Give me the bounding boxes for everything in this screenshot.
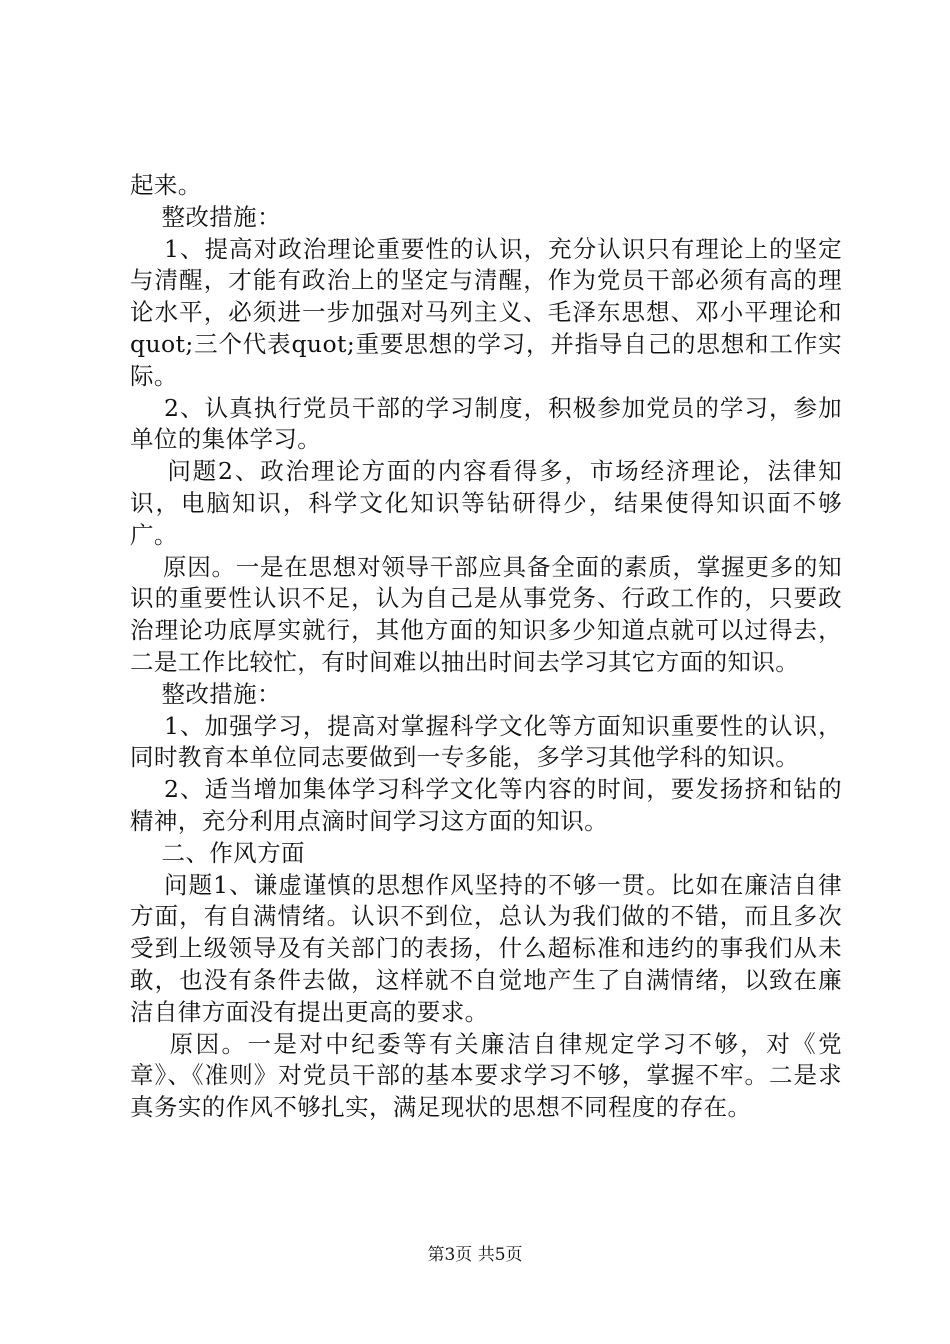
- page-footer: 第3页 共5页: [427, 1245, 523, 1265]
- paragraph-continuation: 起来。: [130, 171, 202, 199]
- paragraph-cause-2: 原因。一是在思想对领导干部应具备全面的素质，掌握更多的知识的重要性认识不足，认为自己是从事党务、行政工作的，只要政治理论功底厚实就行，其他方面的知识多少知道点就可以过得去，二是工作比较忙，有时间难以抽出时间去学习其它方面的知识。: [130, 552, 843, 676]
- paragraph-measure-2-2: 2、适当增加集体学习科学文化等内容的时间，要发扬挤和钻的精神，充分利用点滴时间学习这方面的知识。: [130, 775, 842, 835]
- document-body: [130, 170, 842, 1124]
- paragraph-work-style-cause: 原因。一是对中纪委等有关廉洁自律规定学习不够，对《党章》、《准则》对党员干部的基本要求学习不够，掌握不牢。二是求真务实的作风不够扎实，满足现状的思想不同程度的存在。: [130, 1029, 842, 1122]
- paragraph-heading-measures-2: 整改措施：: [130, 679, 281, 708]
- section-heading-work-style: 二、作风方面: [130, 838, 305, 867]
- paragraph-measure-1-1: 1、提高对政治理论重要性的认识，充分认识只有理论上的坚定与清醒，才能有政治上的坚定与清醒，作为党员干部必须有高的理论水平，必须进一步加强对马列主义、毛泽东思想、邓小平理论和quot;三个代表quot;重要思想的学习，并指导自己的思想和工作实际。: [130, 234, 842, 390]
- paragraph-measure-2-1: 1、加强学习，提高对掌握科学文化等方面知识重要性的认识，同时教育本单位同志要做到一专多能，多学习其他学科的知识。: [130, 711, 842, 772]
- paragraph-measure-1-2: 2、认真执行党员干部的学习制度，积极参加党员的学习，参加单位的集体学习。: [130, 393, 842, 454]
- paragraph-heading-measures-1: 整改措施：: [130, 202, 281, 231]
- paragraph-work-style-problem-1: 问题1、谦虚谨慎的思想作风坚持的不够一贯。比如在廉洁自律方面，有自满情绪。认识不到位，总认为我们做的不错，而且多次受到上级领导及有关部门的表扬，什么超标准和违约的事我们从未敢，也没有条件去做，这样就不自觉地产生了自满情绪，以致在廉洁自律方面没有提出更高的要求。: [130, 870, 842, 1026]
- paragraph-problem-2: 问题2、政治理论方面的内容看得多，市场经济理论，法律知识，电脑知识，科学文化知识等钻研得少，结果使得知识面不够广。: [130, 457, 842, 549]
